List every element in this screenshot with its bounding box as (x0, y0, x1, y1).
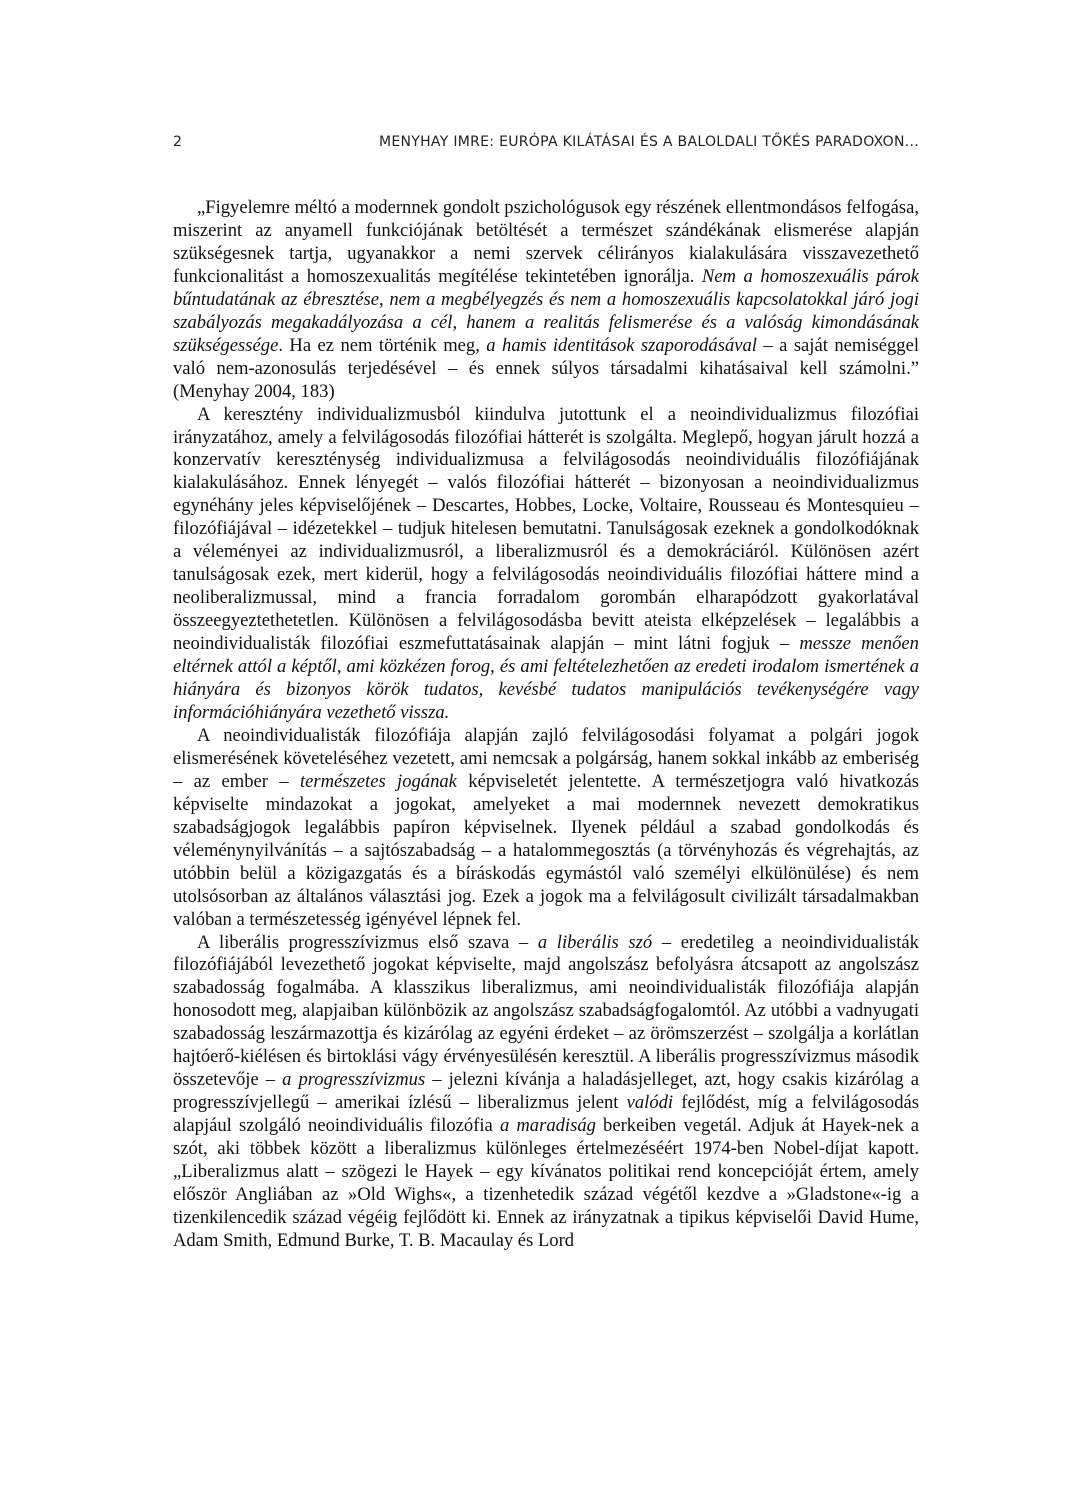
italic-run: a hamis identitások szaporodásával (486, 334, 757, 356)
text-run: A neoindividualisták filozófiája alapján zajló felvilágosodási folyamat a polgári jogok elismerésének követeléséhez vezetett, ami nemcsak a polgárság, hanem sokkal inkább az emberiség – az ember – (173, 724, 919, 792)
paragraph (173, 404, 919, 725)
text-run: „Figyelemre méltó a modernnek gondolt pszichológusok egy részének ellentmondásos felfogása, miszerint az anyamell funkciójának betöltését a természet szándékának elismerése alapján szükségesnek tartja, ugyanakkor a nemi szervek célirányos kialakulására visszavezethető funkcionalitást a homoszexualitás megítélése tekintetében ignorálja. (173, 197, 919, 287)
italic-run: természetes jogának (299, 770, 457, 792)
text-run: . Ha ez nem történik meg, (278, 334, 487, 356)
italic-run: a maradiság (499, 1115, 596, 1137)
text-run: – jelezni kívánja a haladásjelleget, azt, hogy csakis kizárólag a progresszívjellegű – amerikai ízlésű – liberalizmus jelent (173, 1069, 919, 1114)
running-title: MENYHAY IMRE: EURÓPA KILÁTÁSAI ÉS A BALOLDALI TŐKÉS PARADOXON... (378, 134, 919, 150)
text-run: berkeiben vegetál. Adjuk át Hayek-nek a szót, aki többek között a liberalizmus különleges értelmezéséért 1974-ben Nobel-díjat kapott. „Liberalizmus alatt – szögezi le Hayek – egy kívánatos politikai rend koncepcióját értem, amely először Angliában az »Old Wighs«, a tizenhetedik század végétől kezdve a »Gladstone«-ig a tizenkilencedik század végéig fejlődött ki. Ennek az irányzatnak a tipikus képviselői David Hume, Adam Smith, Edmund Burke, T. B. Macaulay és Lord (173, 1115, 919, 1251)
text-run: A liberális progresszívizmus első szava – (197, 931, 538, 953)
italic-run: a progresszívizmus (282, 1069, 426, 1091)
page-number: 2 (173, 134, 183, 150)
text-run: – eredetileg a neoindividualisták filozófiájából levezethető jogokat képviselte, majd angolszász befolyásra átcsapott az angolszász szabadosság fogalmába. A klasszikus liberalizmus, ami neoindividualisták filozófiája alapján honosodott meg, alapjaiban különbözik az angolszász szabadságfogalomtól. Az utóbbi a vadnyugati szabadosság leszármazottja és kizárólag az egyéni érdeket – az örömszerzést – szolgálja a korlátlan hajtóerő-kiélésen és birtoklási vágy érvényesülésén keresztül. A liberális progresszívizmus második összetevője – (173, 931, 919, 1091)
italic-run: Nem a homoszexuális párok bűntudatának az ébresztése, nem a megbélyegzés és nem a homoszexuális kapcsolatokkal járó jogi szabályozás megakadályozása a cél, hanem a realitás felismerése és a valóság kimondásának szükségessége (173, 265, 919, 356)
italic-run: valódi (626, 1092, 674, 1114)
text-run: A keresztény individualizmusból kiindulva jutottunk el a neoindividualizmus filozófiai irányzatához, amely a felvilágosodás filozófiai hátterét is szolgálta. Meglepő, hogyan járult hozzá a konzervatív kereszténység individualizmusa a felvilágosodás neoindividuális filozófiájának kialakulásához. Ennek lényegét – valós filozófiai hátterét – bizonyosan a neoindividualizmus egynéhány jeles képviselőjének – Descartes, Hobbes, Locke, Voltaire, Rousseau és Montesquieu – filozófiájával – idézetekkel – tudjuk hitelesen bemutatni. Tanulságosak ezeknek a gondolkodóknak a véleményei az individualizmusról, a liberalizmusról és a demokráciáról. Különösen azért tanulságosak ezek, mert kiderül, hogy a felvilágosodás neoindividuális filozófiai háttere mind a neoliberalizmussal, mind a francia forradalom gorombán elharapódzott gyakorlatával összeegyeztethetetlen. Különösen a felvilágosodásba bevitt ateista elképzelések – legalábbis a neoindividualisták filozófiai eszmefuttatásainak alapján – mint látni fogjuk – (173, 403, 919, 655)
paragraph (173, 197, 919, 404)
running-header (173, 134, 919, 156)
text-run: – a saját nemiséggel való nem-azonosulás terjedésével – és ennek súlyos társadalmi kihatásaival kell számolni.” (Menyhay 2004, 183) (173, 334, 920, 402)
body-text (173, 197, 919, 1253)
paragraph (173, 725, 919, 932)
italic-run: messze menően eltérnek attól a képtől, ami közkézen forog, és ami feltételezhetően az eredeti irodalom ismertének a hiányára és bizonyos körök tudatos, kevésbé tudatos manipulációs tevékenységére vagy információhiányára vezethető vissza. (173, 633, 919, 723)
paragraph (173, 932, 919, 1253)
text-run: képviseletét jelentette. A természetjogra való hivatkozás képviselte mindazokat a jogokat, amelyeket a mai modernnek nevezett demokratikus szabadságjogok legalábbis papíron képviselnek. Ilyenek például a szabad gondolkodás és véleménynyilvánítás – a sajtószabadság – a hatalommegosztás (a törvényhozás és végrehajtás, az utóbbin belül a közigazgatás és a bíráskodás egymástól való személyi elkülönülése) és nem utolsósorban az általános választási jog. Ezek a jogok ma a felvilágosult civilizált társadalmakban valóban a természetesség igényével lépnek fel. (173, 770, 919, 930)
italic-run: a liberális szó (537, 931, 653, 953)
text-run: fejlődést, míg a felvilágosodás alapjául szolgáló neoindividuális filozófia (173, 1092, 919, 1137)
